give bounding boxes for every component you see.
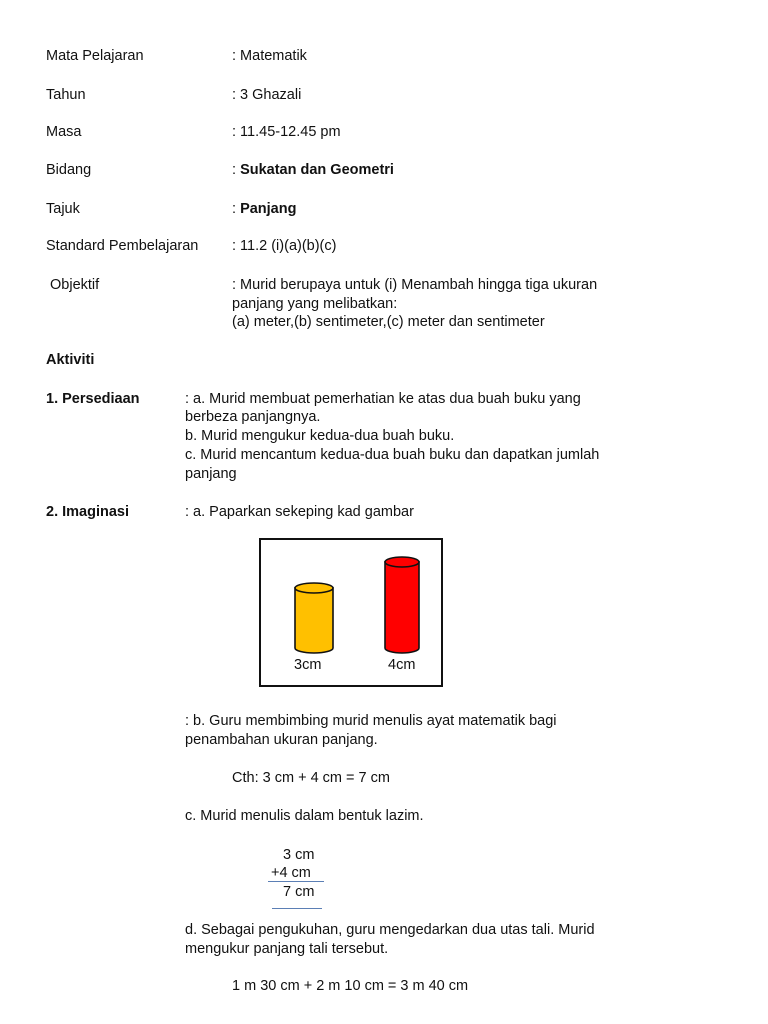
tajuk-text: Panjang	[240, 201, 297, 217]
objektif-line-3: (a) meter,(b) sentimeter,(c) meter dan sentimeter	[232, 314, 545, 330]
label-tajuk: Tajuk	[46, 201, 80, 217]
label-bidang: Bidang	[46, 162, 92, 178]
persediaan-line-3: b. Murid mengukur kedua-dua buah buku.	[185, 428, 455, 444]
lazim-line-3: 7 cm	[283, 884, 315, 900]
objektif-line-2: panjang yang melibatkan:	[232, 296, 398, 312]
imaginasi-line-c: c. Murid menulis dalam bentuk lazim.	[185, 808, 424, 824]
persediaan-line-1: : a. Murid membuat pemerhatian ke atas dua buah buku yang	[185, 391, 581, 407]
bidang-text: Sukatan dan Geometri	[240, 162, 394, 178]
persediaan-label: 1. Persediaan	[46, 391, 140, 407]
lazim-line-1: 3 cm	[283, 847, 315, 863]
label-standard-pembelajaran: Standard Pembelajaran	[46, 238, 199, 254]
imaginasi-line-b-2: penambahan ukuran panjang.	[185, 732, 378, 748]
colon-prefix: :	[232, 162, 241, 178]
imaginasi-line-b-1: : b. Guru membimbing murid menulis ayat matematik bagi	[185, 713, 557, 729]
short-cylinder-label: 3cm	[294, 657, 322, 673]
lazim-line-2: +4 cm	[271, 865, 311, 881]
persediaan-line-4: c. Murid mencantum kedua-dua buah buku dan dapatkan jumlah	[185, 447, 600, 463]
value-bidang	[232, 161, 394, 180]
value-tajuk	[232, 200, 296, 219]
label-masa: Masa	[46, 124, 82, 140]
label-objektif: Objektif	[50, 277, 100, 293]
lazim-sum-rule	[268, 881, 324, 882]
value-mata-pelajaran: : Matematik	[232, 48, 307, 64]
persediaan-line-5: panjang	[185, 466, 237, 482]
value-standard-pembelajaran: : 11.2 (i)(a)(b)(c)	[232, 238, 337, 254]
aktiviti-heading: Aktiviti	[46, 352, 95, 368]
short-cylinder-shape	[295, 583, 333, 653]
lazim-total-rule	[272, 908, 322, 909]
colon-prefix: :	[232, 201, 241, 217]
label-mata-pelajaran: Mata Pelajaran	[46, 48, 144, 64]
picture-card	[259, 538, 443, 687]
example-sentence-d: 1 m 30 cm + 2 m 10 cm = 3 m 40 cm	[232, 978, 469, 994]
objektif-line-1: : Murid berupaya untuk (i) Menambah hingga tiga ukuran	[232, 277, 598, 293]
persediaan-line-2: berbeza panjangnya.	[185, 409, 321, 425]
example-sentence: Cth: 3 cm + 4 cm = 7 cm	[232, 770, 390, 786]
value-tahun: : 3 Ghazali	[232, 87, 302, 103]
label-tahun: Tahun	[46, 87, 86, 103]
tall-cylinder-shape	[385, 557, 419, 653]
tall-cylinder-label: 4cm	[388, 657, 416, 673]
imaginasi-line-d-2: mengukur panjang tali tersebut.	[185, 941, 389, 957]
value-masa: : 11.45-12.45 pm	[232, 124, 341, 140]
imaginasi-label: 2. Imaginasi	[46, 504, 130, 520]
imaginasi-line-a: : a. Paparkan sekeping kad gambar	[185, 504, 414, 520]
imaginasi-line-d-1: d. Sebagai pengukuhan, guru mengedarkan dua utas tali. Murid	[185, 922, 595, 938]
